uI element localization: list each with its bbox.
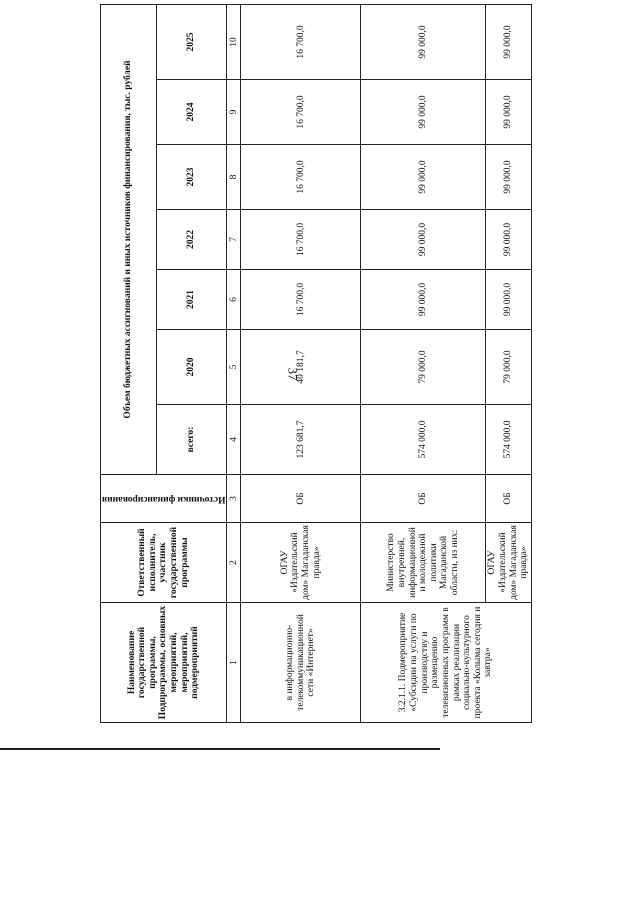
row-source: ОБ [361,475,486,523]
header-year: 2024 [156,80,227,145]
row-value: 99 000,0 [486,210,532,270]
header-funding: Объем бюджетных ассигнований и иных источников финансирования, тыс. рублей [101,4,157,474]
header-year: 2023 [156,145,227,210]
row-source: ОБ [486,475,532,523]
header-year: 2020 [156,330,227,405]
table-row [361,4,486,722]
header-year: 2025 [156,4,227,79]
row-executor: ОГАУ «Издательский дом» Магаданская правда» [241,523,361,603]
row-executor: Министерство внутренней, информационной и молодежной политики Магаданской области, из них: [361,523,486,603]
row-value: 79 000,0 [486,330,532,405]
header-name: Наименование государственной программы, Подпрограммы, основных мероприятий, мероприятий, подмероприятий [101,603,227,723]
header-sources-label: Источники финансирования [102,493,226,504]
header-year: 2021 [156,270,227,330]
row-value: 16 700,0 [241,4,361,79]
row-value: 99 000,0 [361,270,486,330]
column-number: 4 [227,405,241,475]
row-value: 79 000,0 [361,330,486,405]
row-name: в информационно-телекоммуникационной сети «Интернет» [241,603,361,723]
column-number: 5 [227,330,241,405]
budget-table [100,4,532,723]
column-number: 3 [227,475,241,523]
row-total: 123 681,7 [241,405,361,475]
header-executor: Ответственный исполнитель, участник государственной программы [101,523,227,603]
row-value: 16 700,0 [241,145,361,210]
column-number-row [227,4,241,722]
row-value: 99 000,0 [486,145,532,210]
column-number: 10 [227,4,241,79]
column-number: 7 [227,210,241,270]
column-number: 9 [227,80,241,145]
row-value: 16 700,0 [241,80,361,145]
column-number: 2 [227,523,241,603]
row-source: ОБ [241,475,361,523]
row-value: 99 000,0 [361,145,486,210]
page-number: 37 [285,367,300,381]
row-value: 99 000,0 [486,4,532,79]
column-number: 6 [227,270,241,330]
row-value: 99 000,0 [361,210,486,270]
table-row [241,4,361,722]
row-value: 99 000,0 [486,270,532,330]
header-sources [101,475,227,523]
header-year: 2022 [156,210,227,270]
budget-table-container [100,5,530,723]
column-number: 8 [227,145,241,210]
row-value: 99 000,0 [361,80,486,145]
row-value: 40 181,7 [241,330,361,405]
row-value: 99 000,0 [486,80,532,145]
row-total: 574 000,0 [486,405,532,475]
row-value: 99 000,0 [361,4,486,79]
divider-line [0,748,440,750]
row-value: 16 700,0 [241,270,361,330]
row-name: 3.2.1.1. Подмероприятие «Субсидии на услуги по производству и размещению телевизионных программ в рамках реализации социально-культурного проекта «Колыма сегодня и завтра» [361,603,532,723]
row-value: 16 700,0 [241,210,361,270]
row-executor: ОГАУ «Издательский дом» Магаданская правда» [486,523,532,603]
header-total: всего: [156,405,227,475]
row-total: 574 000,0 [361,405,486,475]
column-number: 1 [227,603,241,723]
